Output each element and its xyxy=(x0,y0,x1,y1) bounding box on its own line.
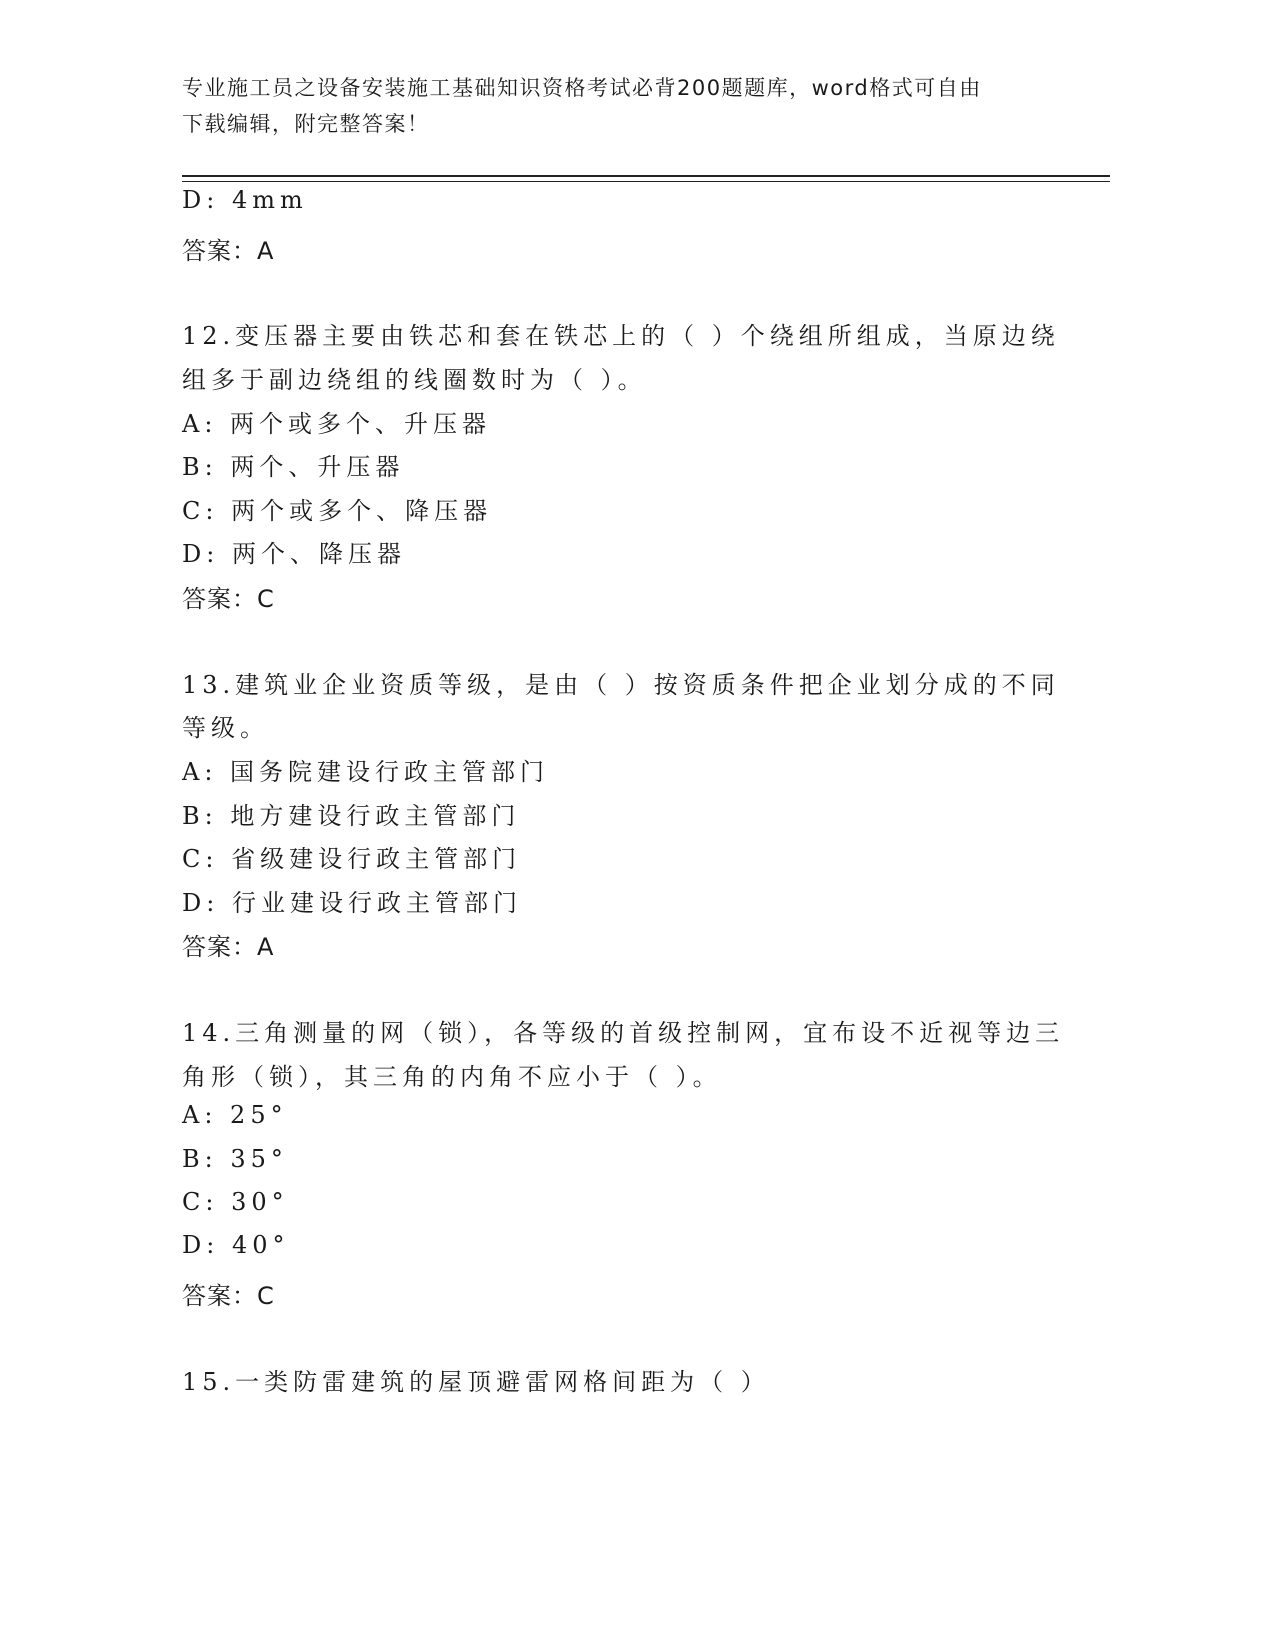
page-header xyxy=(182,70,1062,142)
q12-option-d: D: 两个、降压器 xyxy=(182,540,406,568)
q12-option-c: C: 两个或多个、降压器 xyxy=(182,497,493,525)
q14-stem-line-1: 14.三角测量的网（锁），各等级的首级控制网，宜布设不近视等边三 xyxy=(182,1019,1065,1047)
q13-stem-line-1: 13.建筑业企业资质等级，是由（ ）按资质条件把企业划分成的不同 xyxy=(182,671,1060,699)
q15-stem-line-1: 15.一类防雷建筑的屋顶避雷网格间距为（ ） xyxy=(182,1368,770,1396)
prev-option-d: D: 4mm xyxy=(182,186,308,214)
q14-option-c: C: 30° xyxy=(182,1188,289,1216)
q13-option-d: D: 行业建设行政主管部门 xyxy=(182,889,522,917)
header-line-2: 下载编辑，附完整答案！ xyxy=(182,112,430,136)
q14-stem-line-2: 角形（锁），其三角的内角不应小于（ ）。 xyxy=(182,1063,722,1091)
prev-answer: 答案：A xyxy=(182,237,275,265)
header-rule-thin xyxy=(182,181,1110,182)
q14-option-d: D: 40° xyxy=(182,1231,290,1259)
q13-option-a: A: 国务院建设行政主管部门 xyxy=(182,758,550,786)
header-rule-thick xyxy=(182,175,1110,177)
q12-option-a: A: 两个或多个、升压器 xyxy=(182,410,492,438)
q13-option-c: C: 省级建设行政主管部门 xyxy=(182,845,522,873)
q12-option-b: B: 两个、升压器 xyxy=(182,453,405,481)
q14-option-b: B: 35° xyxy=(182,1145,288,1173)
q12-stem-line-1: 12.变压器主要由铁芯和套在铁芯上的（ ）个绕组所组成，当原边绕 xyxy=(182,322,1060,350)
q14-option-a: A: 25° xyxy=(182,1101,288,1129)
q13-answer: 答案：A xyxy=(182,933,275,961)
q13-stem-line-2: 等级。 xyxy=(182,714,269,742)
q12-stem-line-2: 组多于副边绕组的线圈数时为（ ）。 xyxy=(182,366,647,394)
q13-option-b: B: 地方建设行政主管部门 xyxy=(182,802,521,830)
q12-answer: 答案：C xyxy=(182,585,275,613)
q14-answer: 答案：C xyxy=(182,1282,275,1310)
header-line-1: 专业施工员之设备安装施工基础知识资格考试必背200题题库，word格式可自由 xyxy=(182,76,982,100)
